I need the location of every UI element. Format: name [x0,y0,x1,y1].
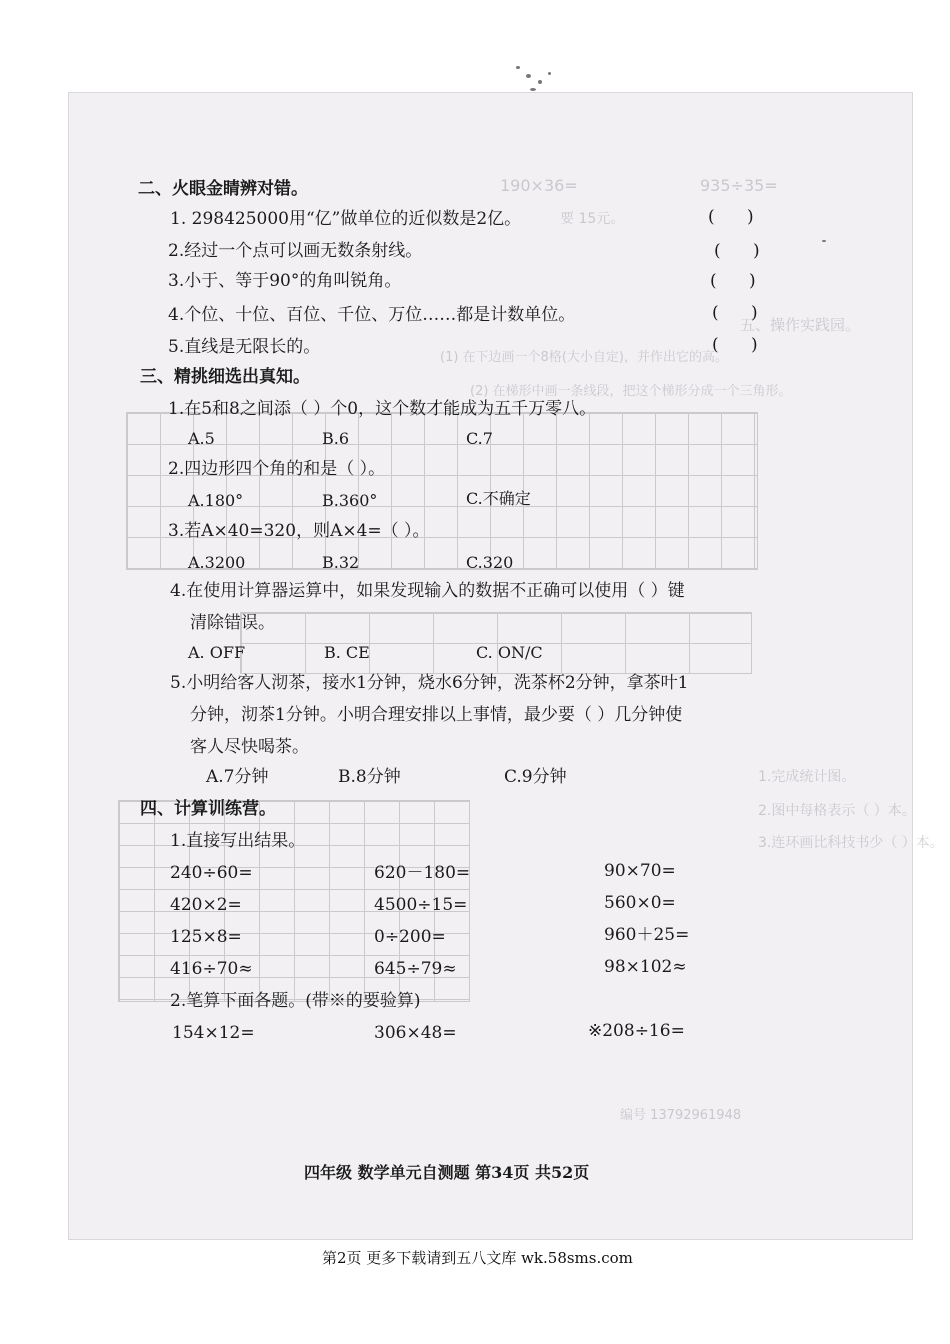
section-3-title: 三、精挑细选出真知。 [140,367,310,387]
scan-speck [530,88,536,91]
mc-q1-option-a[interactable]: A.5 [188,429,215,448]
bleed-through-text: 要 15元。 [560,211,625,227]
mc-q2-option-c[interactable]: C.不确定 [466,489,531,508]
mc-q5-stem: 5.小明给客人沏茶，接水1分钟，烧水6分钟，洗茶杯2分钟，拿茶叶1 [170,673,689,693]
mc-q1-option-c[interactable]: C.7 [466,429,493,448]
scan-speck [526,74,531,78]
bleed-through-text: 编号 13792961948 [620,1108,742,1123]
oral-calc-item: 960＋25= [604,925,690,945]
mc-q2-stem: 2.四边形四个角的和是（ ）。 [168,459,386,479]
mc-q4-option-b[interactable]: B. CE [324,643,370,662]
mc-q5-stem-cont: 分钟，沏茶1分钟。小明合理安排以上事情，最少要（ ）几分钟使 [190,705,683,725]
tf-item-4: 4.个位、十位、百位、千位、万位……都是计数单位。 [168,305,576,325]
written-calc-heading: 2.笔算下面各题。(带※的要验算) [170,991,421,1011]
mc-q4-option-a[interactable]: A. OFF [188,643,246,662]
scan-speck [822,240,826,242]
mc-q1-stem: 1.在5和8之间添（ ）个0，这个数才能成为五千万零八。 [168,399,597,419]
answer-blank[interactable]: ( ) [712,303,758,323]
mc-q3-option-a[interactable]: A.3200 [188,553,246,572]
oral-calc-item: 620－180= [374,863,471,883]
oral-calc-item: 420×2= [170,895,242,915]
oral-calc-item: 416÷70≈ [170,959,253,979]
written-calc-item: 306×48= [374,1023,457,1043]
mc-q3-option-c[interactable]: C.320 [466,553,514,572]
bleed-through-text: 2.图中每格表示（ ）本。 [758,803,916,819]
mc-q4-stem-cont: 清除错误。 [190,613,275,633]
oral-calc-item: 560×0= [604,893,676,913]
scan-speck [548,72,551,75]
tf-item-2: 2.经过一个点可以画无数条射线。 [168,241,423,261]
answer-blank[interactable]: ( ) [710,271,756,291]
written-calc-item: 154×12= [172,1023,255,1043]
oral-calc-item: 0÷200= [374,927,446,947]
oral-calc-item: 125×8= [170,927,242,947]
section-4-title: 四、计算训练营。 [140,799,276,819]
bleed-through-text: 1.完成统计图。 [758,769,856,785]
oral-calc-item: 240÷60= [170,863,253,883]
section-2-title: 二、火眼金睛辨对错。 [138,179,308,199]
answer-blank[interactable]: ( ) [714,241,760,261]
mc-q5-option-b[interactable]: B.8分钟 [338,767,401,787]
oral-calc-heading: 1.直接写出结果。 [170,831,306,851]
oral-calc-item: 645÷79≈ [374,959,457,979]
mc-q4-stem: 4.在使用计算器运算中，如果发现输入的数据不正确可以使用（ ）键 [170,581,685,601]
tf-item-1: 1. 298425000用“亿”做单位的近似数是2亿。 [170,209,522,229]
page-footer: 四年级 数学单元自测题 第34页 共52页 [304,1163,590,1182]
mc-q5-option-a[interactable]: A.7分钟 [206,767,269,787]
oral-calc-item: 90×70= [604,861,676,881]
mc-q4-option-c[interactable]: C. ON/C [476,643,543,662]
mc-q2-option-b[interactable]: B.360° [322,491,378,510]
bleed-through-text: (1) 在下边画一个8格(大小自定)，并作出它的高。 [440,350,728,365]
download-caption: 第2页 更多下载请到五八文库 wk.58sms.com [322,1249,633,1267]
bleed-through-text: 3.连环画比科技书少（ ）本。 [758,835,944,851]
mc-q3-option-b[interactable]: B.32 [322,553,360,572]
oral-calc-item: 4500÷15= [374,895,468,915]
answer-blank[interactable]: ( ) [708,207,754,227]
scan-speck [538,80,542,84]
mc-q5-option-c[interactable]: C.9分钟 [504,767,567,787]
mc-q5-stem-cont: 客人尽快喝茶。 [190,737,309,757]
bleed-through-text: 五、操作实践园。 [740,316,861,334]
oral-calc-item: 98×102≈ [604,957,687,977]
scan-speck [516,66,520,69]
mc-q1-option-b[interactable]: B.6 [322,429,350,448]
mc-q2-option-a[interactable]: A.180° [188,491,244,510]
answer-blank[interactable]: ( ) [712,335,758,355]
bleed-through-text: 935÷35= [700,176,778,195]
tf-item-3: 3.小于、等于90°的角叫锐角。 [168,271,402,291]
written-calc-item: ※208÷16= [588,1021,685,1041]
mc-q3-stem: 3.若A×40=320，则A×4=（ ）。 [168,521,430,541]
tf-item-5: 5.直线是无限长的。 [168,337,321,357]
bleed-through-text: 190×36= [500,176,578,195]
bleed-through-text: (2) 在梯形中画一条线段，把这个梯形分成一个三角形。 [470,384,792,399]
